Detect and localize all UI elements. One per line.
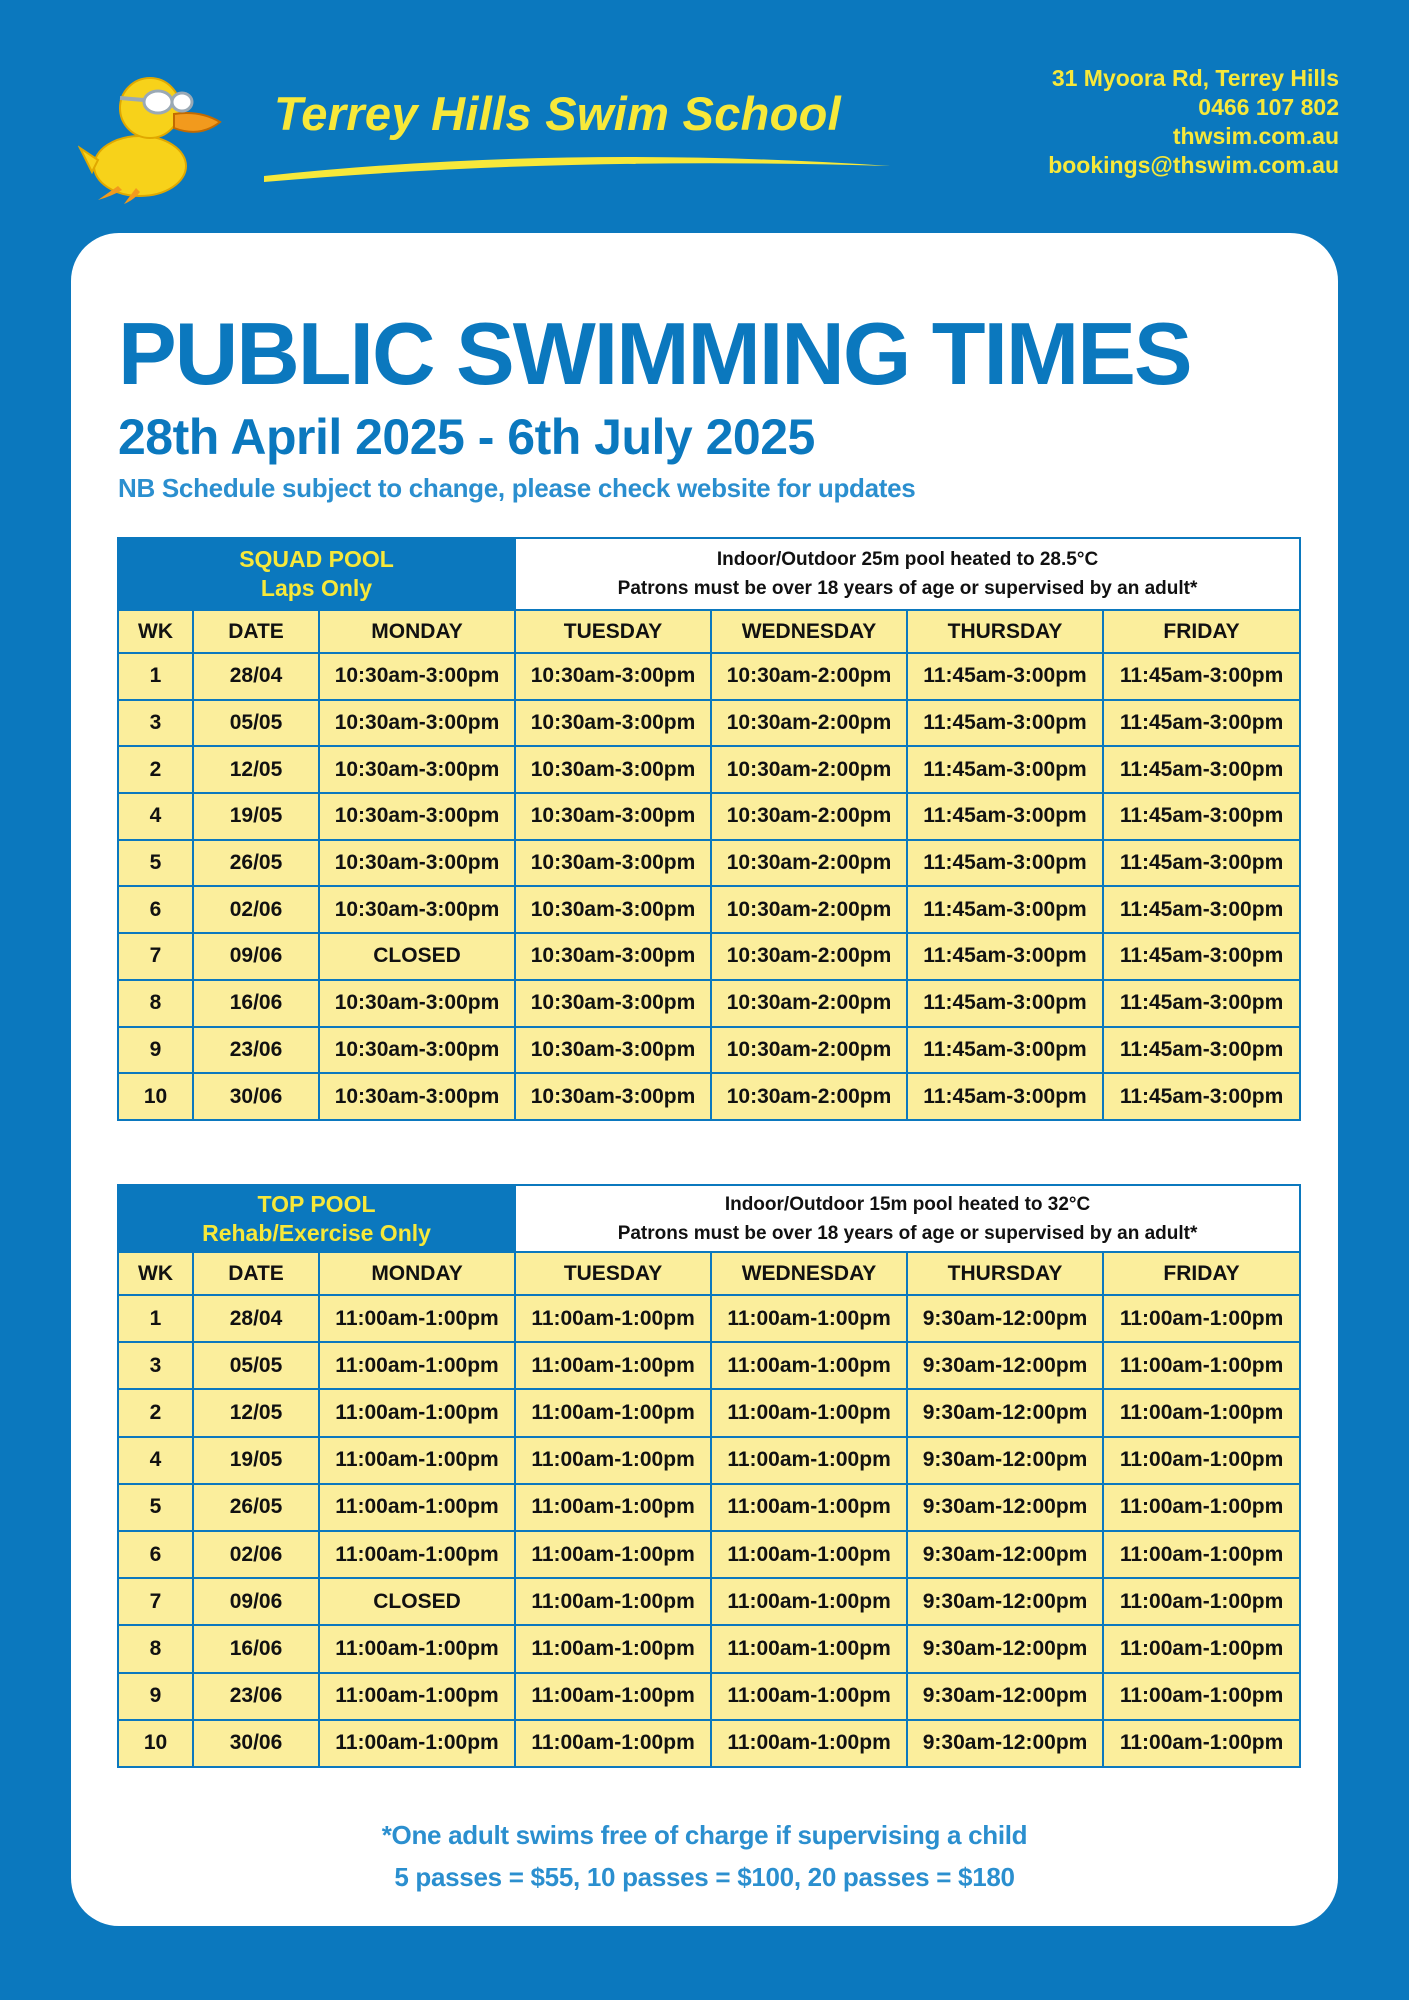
cell-monday: 11:00am-1:00pm (319, 1673, 515, 1720)
cell-wk: 1 (118, 1295, 193, 1342)
cell-wk: 2 (118, 746, 193, 793)
pool-desc-line1: Indoor/Outdoor 15m pool heated to 32°C (724, 1193, 1091, 1215)
cell-date: 23/06 (193, 1027, 319, 1074)
cell-friday: 11:00am-1:00pm (1103, 1625, 1300, 1672)
cell-tuesday: 10:30am-3:00pm (515, 793, 711, 840)
cell-friday: 11:00am-1:00pm (1103, 1484, 1300, 1531)
cell-wk: 1 (118, 653, 193, 700)
cell-wednesday: 10:30am-2:00pm (711, 886, 907, 933)
cell-date: 12/05 (193, 746, 319, 793)
table-row (118, 980, 1300, 1027)
pool-name-line1: TOP POOL (257, 1190, 376, 1217)
cell-wednesday: 11:00am-1:00pm (711, 1625, 907, 1672)
cell-tuesday: 10:30am-3:00pm (515, 746, 711, 793)
cell-tuesday: 11:00am-1:00pm (515, 1531, 711, 1578)
table-row (118, 1342, 1300, 1389)
table-row (118, 1578, 1300, 1625)
cell-monday: 10:30am-3:00pm (319, 700, 515, 747)
cell-wk: 7 (118, 1578, 193, 1625)
date-range: 28th April 2025 - 6th July 2025 (118, 409, 815, 465)
column-header-thursday: THURSDAY (907, 610, 1103, 653)
table-row (118, 1295, 1300, 1342)
cell-wk: 8 (118, 1625, 193, 1672)
cell-wk: 10 (118, 1073, 193, 1120)
cell-thursday: 11:45am-3:00pm (907, 933, 1103, 980)
cell-wednesday: 11:00am-1:00pm (711, 1437, 907, 1484)
cell-date: 09/06 (193, 933, 319, 980)
contact-info (939, 64, 1339, 180)
column-header-date: DATE (193, 1252, 319, 1295)
cell-monday: 10:30am-3:00pm (319, 793, 515, 840)
cell-monday: CLOSED (319, 933, 515, 980)
cell-thursday: 11:45am-3:00pm (907, 746, 1103, 793)
cell-friday: 11:00am-1:00pm (1103, 1295, 1300, 1342)
cell-tuesday: 11:00am-1:00pm (515, 1389, 711, 1436)
cell-tuesday: 11:00am-1:00pm (515, 1578, 711, 1625)
cell-wk: 4 (118, 1437, 193, 1484)
cell-thursday: 9:30am-12:00pm (907, 1720, 1103, 1767)
column-header-tuesday: TUESDAY (515, 1252, 711, 1295)
cell-monday: 11:00am-1:00pm (319, 1484, 515, 1531)
cell-wk: 6 (118, 1531, 193, 1578)
cell-tuesday: 11:00am-1:00pm (515, 1720, 711, 1767)
cell-friday: 11:45am-3:00pm (1103, 700, 1300, 747)
cell-tuesday: 10:30am-3:00pm (515, 1073, 711, 1120)
brand-name: Terrey Hills Swim School (274, 87, 842, 140)
pool-name-line1: SQUAD POOL (239, 546, 394, 572)
cell-thursday: 11:45am-3:00pm (907, 700, 1103, 747)
column-header-thursday: THURSDAY (907, 1252, 1103, 1295)
cell-tuesday: 10:30am-3:00pm (515, 980, 711, 1027)
cell-monday: 11:00am-1:00pm (319, 1531, 515, 1578)
cell-thursday: 9:30am-12:00pm (907, 1578, 1103, 1625)
table-row (118, 840, 1300, 887)
table-row (118, 700, 1300, 747)
pool-name-line2: Laps Only (260, 575, 373, 601)
cell-tuesday: 10:30am-3:00pm (515, 1027, 711, 1074)
cell-thursday: 11:45am-3:00pm (907, 1027, 1103, 1074)
contact-address: 31 Myoora Rd, Terrey Hills (1051, 65, 1339, 91)
cell-friday: 11:45am-3:00pm (1103, 933, 1300, 980)
cell-wednesday: 10:30am-2:00pm (711, 980, 907, 1027)
cell-wk: 6 (118, 886, 193, 933)
cell-wednesday: 11:00am-1:00pm (711, 1578, 907, 1625)
cell-friday: 11:45am-3:00pm (1103, 746, 1300, 793)
pool-desc-line2: Patrons must be over 18 years of age or supervised by an adult* (617, 578, 1198, 599)
cell-tuesday: 10:30am-3:00pm (515, 653, 711, 700)
cell-wk: 5 (118, 1484, 193, 1531)
table-row (118, 1437, 1300, 1484)
cell-thursday: 11:45am-3:00pm (907, 653, 1103, 700)
cell-date: 12/05 (193, 1389, 319, 1436)
cell-wk: 9 (118, 1673, 193, 1720)
cell-tuesday: 11:00am-1:00pm (515, 1295, 711, 1342)
cell-thursday: 11:45am-3:00pm (907, 886, 1103, 933)
schedule-notice: NB Schedule subject to change, please check website for updates (118, 473, 916, 503)
brand-swoosh (262, 144, 892, 184)
pool-name (118, 1185, 515, 1252)
cell-tuesday: 10:30am-3:00pm (515, 933, 711, 980)
contact-phone[interactable]: 0466 107 802 (1198, 94, 1339, 120)
contact-email[interactable]: bookings@thswim.com.au (1048, 152, 1339, 178)
cell-wk: 5 (118, 840, 193, 887)
cell-wk: 4 (118, 793, 193, 840)
cell-friday: 11:45am-3:00pm (1103, 980, 1300, 1027)
cell-wk: 7 (118, 933, 193, 980)
pool-description (515, 538, 1300, 610)
cell-thursday: 9:30am-12:00pm (907, 1437, 1103, 1484)
table-row (118, 1389, 1300, 1436)
cell-monday: 11:00am-1:00pm (319, 1720, 515, 1767)
cell-date: 28/04 (193, 1295, 319, 1342)
cell-thursday: 9:30am-12:00pm (907, 1673, 1103, 1720)
column-header-wednesday: WEDNESDAY (711, 610, 907, 653)
cell-monday: 10:30am-3:00pm (319, 980, 515, 1027)
cell-date: 16/06 (193, 1625, 319, 1672)
table-row (118, 793, 1300, 840)
cell-friday: 11:45am-3:00pm (1103, 886, 1300, 933)
contact-website[interactable]: thwsim.com.au (1172, 123, 1339, 149)
cell-thursday: 11:45am-3:00pm (907, 1073, 1103, 1120)
cell-monday: 11:00am-1:00pm (319, 1389, 515, 1436)
cell-monday: 10:30am-3:00pm (319, 653, 515, 700)
cell-monday: 10:30am-3:00pm (319, 886, 515, 933)
cell-wk: 9 (118, 1027, 193, 1074)
cell-wednesday: 11:00am-1:00pm (711, 1673, 907, 1720)
cell-date: 19/05 (193, 1437, 319, 1484)
table-row (118, 1531, 1300, 1578)
cell-friday: 11:00am-1:00pm (1103, 1531, 1300, 1578)
duck-mascot-logo (78, 68, 238, 204)
table-row (118, 653, 1300, 700)
cell-date: 26/05 (193, 840, 319, 887)
cell-date: 16/06 (193, 980, 319, 1027)
top-pool-table (117, 1184, 1301, 1768)
cell-thursday: 9:30am-12:00pm (907, 1295, 1103, 1342)
cell-wk: 10 (118, 1720, 193, 1767)
cell-date: 19/05 (193, 793, 319, 840)
cell-date: 26/05 (193, 1484, 319, 1531)
cell-date: 02/06 (193, 886, 319, 933)
cell-tuesday: 11:00am-1:00pm (515, 1625, 711, 1672)
cell-friday: 11:45am-3:00pm (1103, 1073, 1300, 1120)
pool-description (515, 1185, 1300, 1252)
table-row (118, 1673, 1300, 1720)
cell-monday: 11:00am-1:00pm (319, 1342, 515, 1389)
table-row (118, 1625, 1300, 1672)
cell-tuesday: 10:30am-3:00pm (515, 886, 711, 933)
pool-desc-line1: Indoor/Outdoor 25m pool heated to 28.5°C (716, 549, 1099, 570)
cell-monday: 10:30am-3:00pm (319, 840, 515, 887)
column-header-friday: FRIDAY (1103, 1252, 1300, 1295)
table-row (118, 933, 1300, 980)
cell-date: 02/06 (193, 1531, 319, 1578)
cell-wednesday: 11:00am-1:00pm (711, 1531, 907, 1578)
cell-thursday: 9:30am-12:00pm (907, 1342, 1103, 1389)
footer-supervision-note: *One adult swims free of charge if supervising a child (381, 1820, 1028, 1850)
cell-wednesday: 10:30am-2:00pm (711, 793, 907, 840)
cell-friday: 11:00am-1:00pm (1103, 1437, 1300, 1484)
cell-wednesday: 10:30am-2:00pm (711, 746, 907, 793)
cell-wk: 3 (118, 1342, 193, 1389)
pool-name-line2: Rehab/Exercise Only (202, 1219, 431, 1246)
brand-logo (262, 86, 892, 186)
column-header-tuesday: TUESDAY (515, 610, 711, 653)
cell-friday: 11:00am-1:00pm (1103, 1720, 1300, 1767)
cell-wednesday: 11:00am-1:00pm (711, 1295, 907, 1342)
table-row (118, 886, 1300, 933)
cell-friday: 11:45am-3:00pm (1103, 1027, 1300, 1074)
cell-tuesday: 11:00am-1:00pm (515, 1437, 711, 1484)
cell-wk: 2 (118, 1389, 193, 1436)
cell-monday: 10:30am-3:00pm (319, 746, 515, 793)
cell-thursday: 9:30am-12:00pm (907, 1625, 1103, 1672)
cell-wk: 8 (118, 980, 193, 1027)
schedule-card (71, 233, 1338, 1926)
cell-date: 05/05 (193, 700, 319, 747)
cell-friday: 11:00am-1:00pm (1103, 1578, 1300, 1625)
column-header-wk: WK (118, 1252, 193, 1295)
column-header-wk: WK (118, 610, 193, 653)
cell-monday: 11:00am-1:00pm (319, 1295, 515, 1342)
column-header-monday: MONDAY (319, 1252, 515, 1295)
cell-wednesday: 10:30am-2:00pm (711, 1027, 907, 1074)
cell-wednesday: 11:00am-1:00pm (711, 1720, 907, 1767)
cell-date: 23/06 (193, 1673, 319, 1720)
cell-wednesday: 10:30am-2:00pm (711, 1073, 907, 1120)
cell-wk: 3 (118, 700, 193, 747)
cell-wednesday: 11:00am-1:00pm (711, 1389, 907, 1436)
cell-date: 30/06 (193, 1073, 319, 1120)
cell-monday: 11:00am-1:00pm (319, 1625, 515, 1672)
cell-thursday: 11:45am-3:00pm (907, 840, 1103, 887)
cell-date: 09/06 (193, 1578, 319, 1625)
pool-desc-line2: Patrons must be over 18 years of age or supervised by an adult* (617, 1222, 1198, 1244)
cell-thursday: 9:30am-12:00pm (907, 1531, 1103, 1578)
cell-thursday: 11:45am-3:00pm (907, 980, 1103, 1027)
table-row (118, 1720, 1300, 1767)
table-row (118, 1073, 1300, 1120)
table-row (118, 746, 1300, 793)
cell-monday: 10:30am-3:00pm (319, 1027, 515, 1074)
cell-wednesday: 10:30am-2:00pm (711, 653, 907, 700)
cell-tuesday: 10:30am-3:00pm (515, 840, 711, 887)
cell-friday: 11:00am-1:00pm (1103, 1389, 1300, 1436)
column-header-row (118, 1252, 1300, 1295)
cell-date: 05/05 (193, 1342, 319, 1389)
column-header-friday: FRIDAY (1103, 610, 1300, 653)
cell-friday: 11:00am-1:00pm (1103, 1673, 1300, 1720)
table-row (118, 1027, 1300, 1074)
cell-wednesday: 11:00am-1:00pm (711, 1484, 907, 1531)
cell-wednesday: 10:30am-2:00pm (711, 933, 907, 980)
cell-thursday: 9:30am-12:00pm (907, 1484, 1103, 1531)
cell-wednesday: 11:00am-1:00pm (711, 1342, 907, 1389)
cell-thursday: 9:30am-12:00pm (907, 1389, 1103, 1436)
column-header-row (118, 610, 1300, 653)
cell-friday: 11:00am-1:00pm (1103, 1342, 1300, 1389)
table-row (118, 1484, 1300, 1531)
footer-pass-prices: 5 passes = $55, 10 passes = $100, 20 passes = $180 (394, 1862, 1015, 1892)
cell-friday: 11:45am-3:00pm (1103, 793, 1300, 840)
pool-name (118, 538, 515, 610)
cell-monday: 11:00am-1:00pm (319, 1437, 515, 1484)
cell-monday: CLOSED (319, 1578, 515, 1625)
page-title: PUBLIC SWIMMING TIMES (118, 304, 1191, 403)
cell-wednesday: 10:30am-2:00pm (711, 840, 907, 887)
cell-tuesday: 11:00am-1:00pm (515, 1484, 711, 1531)
cell-tuesday: 10:30am-3:00pm (515, 700, 711, 747)
cell-thursday: 11:45am-3:00pm (907, 793, 1103, 840)
column-header-monday: MONDAY (319, 610, 515, 653)
cell-wednesday: 10:30am-2:00pm (711, 700, 907, 747)
cell-date: 30/06 (193, 1720, 319, 1767)
cell-tuesday: 11:00am-1:00pm (515, 1342, 711, 1389)
column-header-date: DATE (193, 610, 319, 653)
column-header-wednesday: WEDNESDAY (711, 1252, 907, 1295)
cell-friday: 11:45am-3:00pm (1103, 840, 1300, 887)
squad-pool-table (117, 537, 1301, 1121)
cell-monday: 10:30am-3:00pm (319, 1073, 515, 1120)
cell-friday: 11:45am-3:00pm (1103, 653, 1300, 700)
cell-date: 28/04 (193, 653, 319, 700)
cell-tuesday: 11:00am-1:00pm (515, 1673, 711, 1720)
